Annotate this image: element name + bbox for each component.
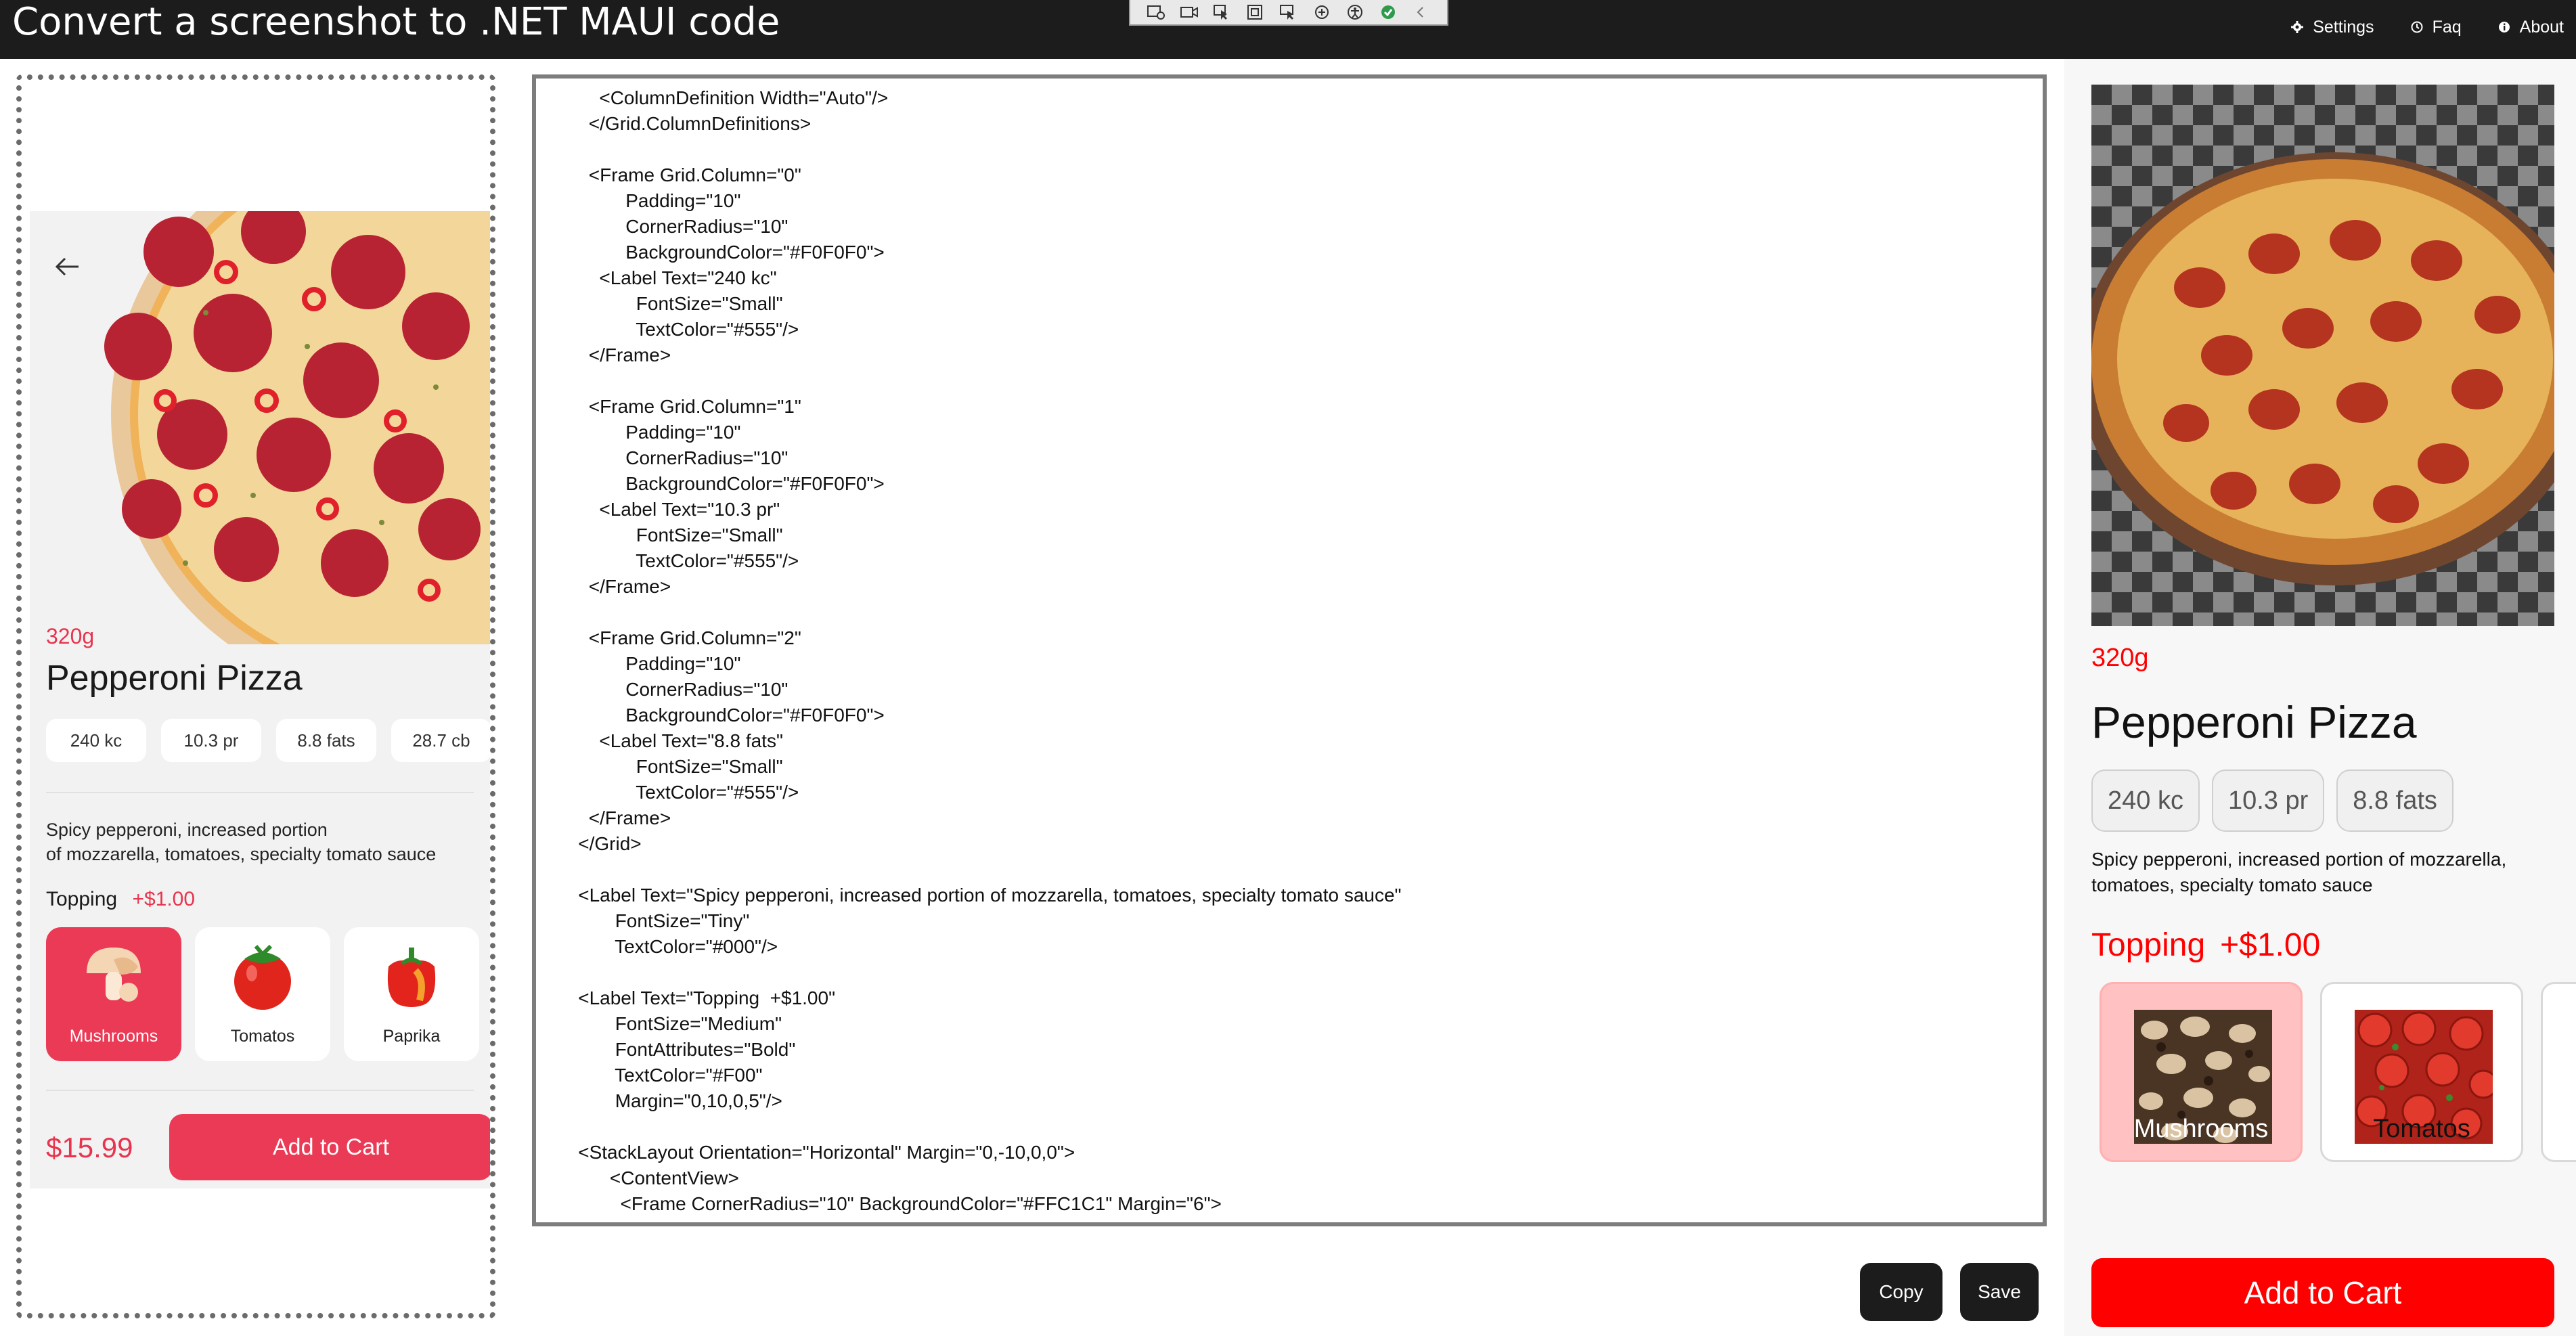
nutrition-chip: 28.7 cb bbox=[391, 719, 490, 762]
preview-topping-card-partial[interactable] bbox=[2541, 982, 2576, 1162]
code-line: </Frame> bbox=[536, 576, 671, 597]
preview-product-title: Pepperoni Pizza bbox=[2091, 697, 2417, 747]
code-line: <Label Text="240 kc" bbox=[536, 267, 777, 288]
preview-nutrition-chips bbox=[2091, 770, 2453, 832]
binding-icon[interactable] bbox=[1312, 3, 1332, 21]
nutrition-chip: 240 kc bbox=[2091, 770, 2200, 832]
code-line: <Frame CornerRadius="10" BackgroundColor="#FFC1C1" Margin="6"> bbox=[536, 1193, 1222, 1214]
display-layout-icon[interactable] bbox=[1245, 3, 1266, 21]
xaml-code[interactable] bbox=[536, 85, 1402, 1217]
phone-screen bbox=[30, 211, 490, 1188]
code-line: <Frame Grid.Column="0" bbox=[536, 164, 801, 185]
product-description: Spicy pepperoni, increased portion of mozzarella, tomatoes, specialty tomato sauce bbox=[46, 820, 437, 864]
faq-label: Faq bbox=[2432, 17, 2462, 37]
code-line: </Grid.ColumnDefinitions> bbox=[536, 113, 812, 134]
code-line: <ContentView> bbox=[536, 1167, 739, 1188]
code-line: FontSize="Small" bbox=[536, 756, 783, 777]
code-line: <Label Text="Spicy pepperoni, increased portion of mozzarella, tomatoes, specialty tomato sauce" bbox=[536, 885, 1402, 906]
code-line: </Frame> bbox=[536, 807, 671, 828]
topping-label: Mushrooms bbox=[69, 1027, 158, 1046]
mushroom-icon bbox=[80, 939, 148, 1014]
topping-options bbox=[46, 927, 479, 1061]
code-line: FontSize="Small" bbox=[536, 293, 783, 314]
title-bar bbox=[0, 0, 2576, 59]
product-title: Pepperoni Pizza bbox=[46, 659, 303, 698]
select-element-icon[interactable] bbox=[1212, 3, 1233, 21]
topping-label: Tomatos bbox=[2373, 1115, 2470, 1143]
debug-toolbar bbox=[1129, 0, 1448, 26]
topping-heading bbox=[46, 888, 195, 911]
pizza-hero-image bbox=[30, 211, 490, 644]
code-line: Padding="10" bbox=[536, 190, 741, 211]
code-line: TextColor="#F00" bbox=[536, 1065, 763, 1086]
code-line: <Frame Grid.Column="1" bbox=[536, 396, 801, 417]
top-navigation bbox=[2291, 0, 2564, 54]
code-line: <Label Text="Topping +$1.00" bbox=[536, 987, 836, 1008]
code-line: FontSize="Tiny" bbox=[536, 910, 750, 931]
code-line: <StackLayout Orientation="Horizontal" Margin="0,-10,0,0"> bbox=[536, 1142, 1075, 1163]
topping-card-mushrooms[interactable] bbox=[46, 927, 181, 1061]
app-title: Convert a screenshot to .NET MAUI code bbox=[12, 0, 780, 44]
record-icon[interactable] bbox=[1179, 3, 1199, 21]
pizza-photo bbox=[2091, 85, 2554, 626]
preview-topping-heading bbox=[2091, 927, 2320, 964]
topping-label: Paprika bbox=[382, 1027, 441, 1046]
about-label: About bbox=[2519, 17, 2564, 37]
code-line: <Label Text="8.8 fats" bbox=[536, 730, 783, 751]
gear-icon bbox=[2291, 21, 2303, 33]
code-line: FontSize="Small" bbox=[536, 525, 783, 545]
code-line: FontSize="Medium" bbox=[536, 1013, 782, 1034]
collapse-icon[interactable] bbox=[1411, 3, 1431, 21]
code-line: <Label Text="10.3 pr" bbox=[536, 499, 780, 520]
back-arrow-icon[interactable] bbox=[47, 246, 88, 287]
code-line: <ColumnDefinition Width="Auto"/> bbox=[536, 87, 889, 108]
code-line: TextColor="#555"/> bbox=[536, 550, 799, 571]
maui-preview-panel bbox=[2064, 59, 2576, 1336]
code-line: CornerRadius="10" bbox=[536, 679, 789, 700]
code-line bbox=[536, 600, 1402, 625]
code-line bbox=[536, 960, 1402, 985]
code-line: TextColor="#000"/> bbox=[536, 936, 778, 957]
code-line: Padding="10" bbox=[536, 653, 741, 674]
preview-add-to-cart-button[interactable]: Add to Cart bbox=[2091, 1258, 2554, 1327]
nutrition-chip: 10.3 pr bbox=[161, 719, 261, 762]
preview-topping-options bbox=[2100, 982, 2576, 1165]
code-line: Padding="10" bbox=[536, 422, 741, 443]
code-line: BackgroundColor="#F0F0F0"> bbox=[536, 705, 885, 726]
code-line: BackgroundColor="#F0F0F0"> bbox=[536, 242, 885, 263]
code-line bbox=[536, 1114, 1402, 1140]
code-line: TextColor="#555"/> bbox=[536, 319, 799, 340]
paprika-icon bbox=[378, 939, 445, 1014]
price-label: $15.99 bbox=[46, 1132, 133, 1163]
divider bbox=[46, 792, 474, 793]
save-button[interactable]: Save bbox=[1960, 1263, 2039, 1321]
source-screenshot-panel[interactable] bbox=[16, 74, 495, 1318]
topping-price: +$1.00 bbox=[132, 888, 196, 910]
code-line: FontAttributes="Bold" bbox=[536, 1039, 796, 1060]
code-line bbox=[536, 137, 1402, 162]
code-line: TextColor="#555"/> bbox=[536, 782, 799, 803]
weight-label: 320g bbox=[46, 624, 95, 648]
tomato-icon bbox=[229, 939, 296, 1014]
settings-label: Settings bbox=[2313, 17, 2374, 37]
preview-weight-label: 320g bbox=[2091, 644, 2149, 672]
topping-label: Topping bbox=[46, 888, 118, 910]
nutrition-chip: 240 kc bbox=[46, 719, 146, 762]
code-line: </Grid> bbox=[536, 833, 642, 854]
topping-card-paprika[interactable] bbox=[344, 927, 479, 1061]
accessibility-icon[interactable] bbox=[1345, 3, 1365, 21]
track-focus-icon[interactable] bbox=[1279, 3, 1299, 21]
topping-label: Topping bbox=[2091, 927, 2206, 963]
code-editor[interactable] bbox=[532, 74, 2047, 1226]
add-to-cart-button[interactable]: Add to Cart bbox=[169, 1114, 490, 1180]
code-line: BackgroundColor="#F0F0F0"> bbox=[536, 473, 885, 494]
live-preview-icon[interactable] bbox=[1146, 3, 1166, 21]
faq-link[interactable] bbox=[2411, 18, 2462, 37]
nutrition-chip: 8.8 fats bbox=[2336, 770, 2453, 832]
code-line: Margin="0,10,0,5"/> bbox=[536, 1090, 782, 1111]
code-line bbox=[536, 368, 1402, 394]
preview-topping-card-tomatos[interactable] bbox=[2320, 982, 2523, 1162]
settings-link[interactable] bbox=[2291, 18, 2374, 37]
topping-card-tomatos[interactable] bbox=[195, 927, 330, 1061]
nutrition-chip: 10.3 pr bbox=[2212, 770, 2324, 832]
topping-label: Mushrooms bbox=[2133, 1115, 2269, 1143]
topping-label: Tomatos bbox=[230, 1027, 295, 1046]
divider bbox=[46, 1090, 474, 1091]
preview-description: Spicy pepperoni, increased portion of mozzarella, tomatoes, specialty tomato sauce bbox=[2091, 849, 2507, 895]
preview-topping-card-mushrooms[interactable] bbox=[2100, 982, 2303, 1162]
code-line: CornerRadius="10" bbox=[536, 447, 789, 468]
code-line: <Frame Grid.Column="2" bbox=[536, 627, 801, 648]
code-line bbox=[536, 857, 1402, 883]
nutrition-chip: 8.8 fats bbox=[276, 719, 376, 762]
code-line: </Frame> bbox=[536, 344, 671, 365]
copy-button[interactable]: Copy bbox=[1860, 1263, 1942, 1321]
help-icon bbox=[2411, 21, 2423, 33]
checkmark-icon[interactable] bbox=[1378, 3, 1398, 21]
info-icon bbox=[2498, 21, 2510, 33]
topping-price: +$1.00 bbox=[2220, 927, 2321, 963]
nutrition-chips bbox=[46, 719, 490, 762]
code-line: CornerRadius="10" bbox=[536, 216, 789, 237]
about-link[interactable] bbox=[2498, 18, 2564, 37]
